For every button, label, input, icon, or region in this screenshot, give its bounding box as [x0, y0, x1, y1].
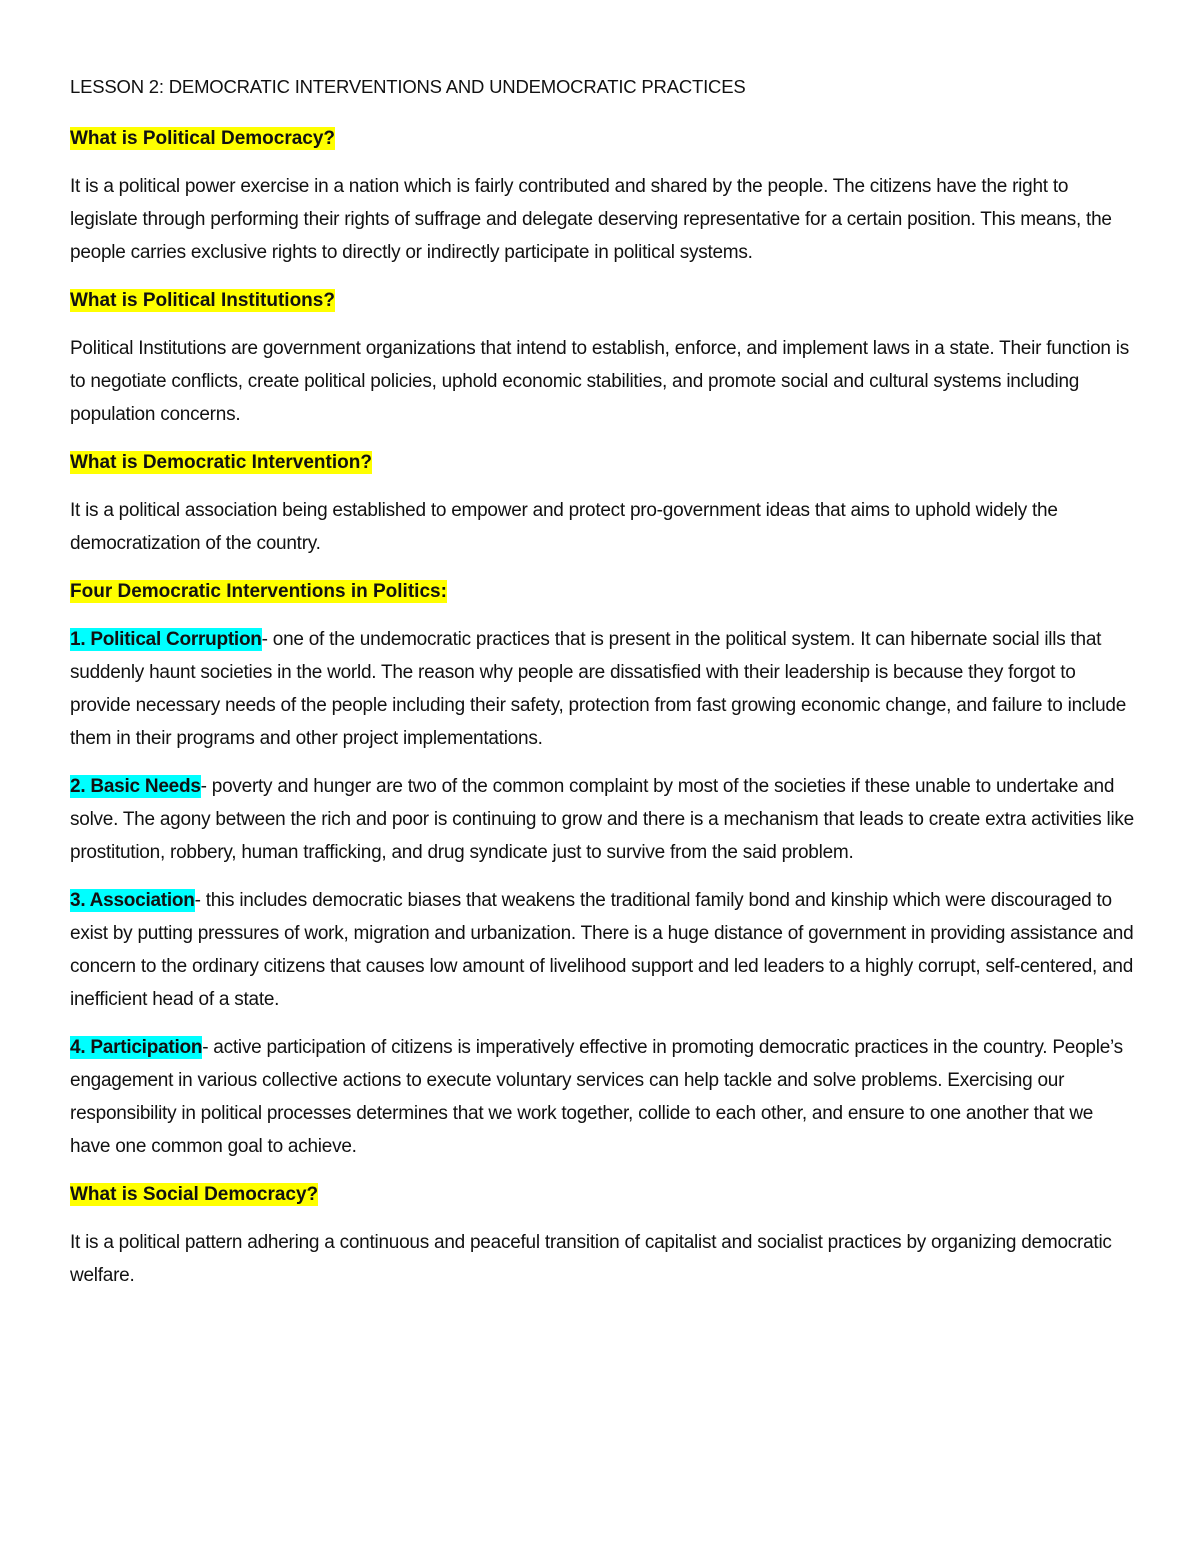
- heading-social-democracy: [70, 1178, 1135, 1211]
- paragraph-democratic-intervention: It is a political association being established to empower and protect pro-government ideas that aims to uphold widely the democratization of the country.: [70, 500, 1058, 554]
- list-item-participation: [70, 1031, 1135, 1163]
- term-political-corruption: 1. Political Corruption: [70, 629, 262, 650]
- heading-highlight: What is Democratic Intervention?: [70, 452, 372, 473]
- paragraph-social-democracy: It is a political pattern adhering a continuous and peaceful transition of capitalist and socialist practices by organizing democratic welfare.: [70, 1232, 1112, 1286]
- heading-highlight: What is Political Institutions?: [70, 290, 335, 311]
- list-item-political-corruption: [70, 623, 1135, 755]
- paragraph-political-democracy: It is a political power exercise in a nation which is fairly contributed and shared by the people. The citizens have the right to legislate through performing their rights of suffrage and delegate deserving representative for a certain position. This means, the people carries exclusive rights to directly or indirectly participate in political systems.: [70, 176, 1112, 263]
- item-text: - this includes democratic biases that weakens the traditional family bond and kinship which were discouraged to exist by putting pressures of work, migration and urbanization. There is a huge distance of government in providing assistance and concern to the ordinary citizens that causes low amount of livelihood support and led leaders to a highly corrupt, self-centered, and inefficient head of a state.: [70, 890, 1134, 1010]
- list-item-association: [70, 884, 1135, 1016]
- term-participation: 4. Participation: [70, 1037, 203, 1058]
- item-text: - one of the undemocratic practices that is present in the political system. It can hibernate social ills that suddenly haunt societies in the world. The reason why people are dissatisfied with their leadership is because they forgot to provide necessary needs of the people including their safety, protection from fast growing economic change, and failure to include them in their programs and other project implementations.: [70, 629, 1127, 749]
- heading-four-interventions: [70, 575, 1135, 608]
- heading-democratic-intervention: [70, 446, 1135, 479]
- lesson-title: LESSON 2: DEMOCRATIC INTERVENTIONS AND UNDEMOCRATIC PRACTICES: [70, 76, 746, 97]
- list-item-basic-needs: [70, 770, 1135, 869]
- document-page: [70, 70, 1135, 1307]
- item-text: - poverty and hunger are two of the common complaint by most of the societies if these unable to undertake and solve. The agony between the rich and poor is continuing to grow and there is a mechanism that leads to create extra activities like prostitution, robbery, human trafficking, and drug syndicate just to survive from the said problem.: [70, 776, 1134, 863]
- paragraph-political-institutions: Political Institutions are government organizations that intend to establish, enforce, and implement laws in a state. Their function is to negotiate conflicts, create political policies, uphold economic stabilities, and promote social and cultural systems including population concerns.: [70, 338, 1129, 425]
- heading-highlight: What is Social Democracy?: [70, 1184, 319, 1205]
- heading-political-democracy: [70, 122, 1135, 155]
- heading-highlight: Four Democratic Interventions in Politics:: [70, 581, 447, 602]
- term-association: 3. Association: [70, 890, 195, 911]
- heading-political-institutions: [70, 284, 1135, 317]
- item-text: - active participation of citizens is imperatively effective in promoting democratic practices in the country. People’s engagement in various collective actions to execute voluntary services can help tackle and solve problems. Exercising our responsibility in political processes determines that we work together, collide to each other, and ensure to one another that we have one common goal to achieve.: [70, 1037, 1123, 1157]
- term-basic-needs: 2. Basic Needs: [70, 776, 201, 797]
- heading-highlight: What is Political Democracy?: [70, 128, 336, 149]
